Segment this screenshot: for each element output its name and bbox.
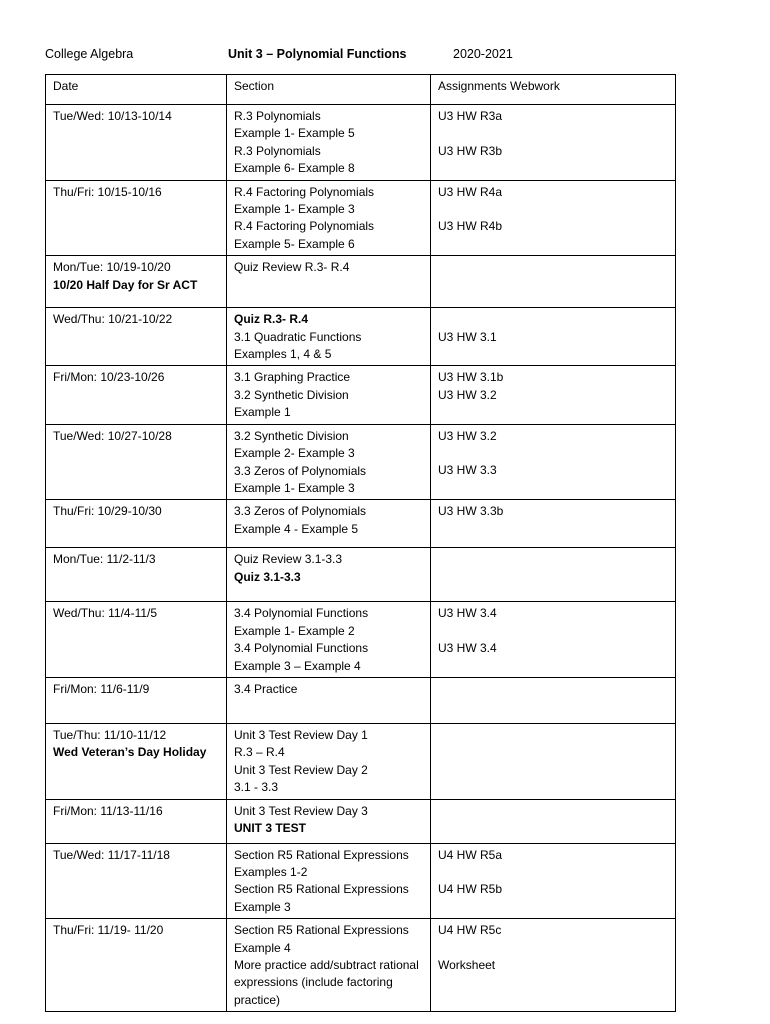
date-text: Wed/Thu: 10/21-10/22 (53, 312, 173, 327)
section-line: 3.4 Practice (234, 681, 298, 696)
assignment-line: U4 HW R5b (438, 882, 503, 897)
section-cell (227, 308, 431, 366)
assignment-line: U3 HW 3.1b (438, 370, 504, 385)
section-line: R.4 Factoring Polynomials (234, 184, 375, 199)
date-cell (46, 424, 227, 500)
quiz-line: Quiz R.3- R.4 (234, 312, 309, 327)
section-cell (227, 919, 431, 1012)
section-line: Example 1- Example 2 (234, 623, 355, 638)
date-text: Thu/Fri: 10/29-10/30 (53, 504, 162, 519)
section-line: Unit 3 Test Review Day 2 (234, 762, 368, 777)
table-row (46, 602, 676, 678)
section-line: Example 4 (234, 940, 291, 955)
assignment-line: U3 HW R3a (438, 109, 503, 123)
section-line: Example 3 – Example 4 (234, 658, 361, 673)
section-line: Unit 3 Test Review Day 1 (234, 727, 368, 742)
date-text: Tue/Thu: 11/10-11/12 (53, 727, 167, 742)
date-cell (46, 723, 227, 799)
assignment-cell (431, 602, 676, 678)
date-cell (46, 105, 227, 181)
date-cell (46, 602, 227, 678)
section-line: R.3 Polynomials (234, 143, 321, 158)
date-text: Thu/Fri: 11/19- 11/20 (53, 923, 164, 938)
section-line: Example 1- Example 3 (234, 202, 355, 217)
assignment-line: U3 HW R3b (438, 143, 503, 158)
date-cell (46, 919, 227, 1012)
date-text: Fri/Mon: 11/6-11/9 (53, 681, 150, 696)
section-line: 3.1 Quadratic Functions (234, 329, 362, 344)
table-row (46, 799, 676, 843)
assignment-line: U3 HW 3.3 (438, 463, 497, 478)
date-text: Fri/Mon: 11/13-11/16 (53, 803, 163, 818)
assignment-cell (431, 919, 676, 1012)
assignment-line: U3 HW R4b (438, 219, 503, 234)
section-line: 3.1 - 3.3 (234, 780, 279, 795)
table-row (46, 180, 676, 256)
date-cell (46, 799, 227, 843)
document-header (45, 47, 685, 65)
assignment-cell (431, 308, 676, 366)
table-row (46, 723, 676, 799)
date-cell (46, 500, 227, 548)
assignment-cell (431, 677, 676, 723)
assignment-cell (431, 256, 676, 308)
section-line: 3.4 Polynomial Functions (234, 606, 369, 621)
section-line: R.3 – R.4 (234, 745, 285, 760)
section-cell (227, 500, 431, 548)
date-cell (46, 256, 227, 308)
section-line: Example 4 - Example 5 (234, 521, 359, 536)
section-line: Examples 1, 4 & 5 (234, 347, 332, 362)
date-text: Wed/Thu: 11/4-11/5 (53, 606, 158, 621)
section-line: R.3 Polynomials (234, 109, 321, 123)
assignment-line: U3 HW 3.2 (438, 428, 497, 443)
section-line: Quiz Review R.3- R.4 (234, 260, 350, 275)
table-row (46, 919, 676, 1012)
table-row (46, 256, 676, 308)
section-cell (227, 799, 431, 843)
date-cell (46, 548, 227, 602)
course-title: College Algebra (45, 47, 134, 61)
section-cell (227, 256, 431, 308)
date-cell (46, 843, 227, 919)
table-header-row (46, 75, 676, 105)
assignment-line: Worksheet (438, 957, 496, 972)
date-cell (46, 180, 227, 256)
date-cell (46, 308, 227, 366)
date-text: Tue/Wed: 11/17-11/18 (53, 847, 170, 862)
section-line: Example 3 (234, 899, 291, 914)
section-line: More practice add/subtract rational expressions (include factoring practice) (234, 958, 419, 1007)
assignment-line: U3 HW 3.2 (438, 387, 497, 402)
assignment-line: U3 HW 3.3b (438, 504, 504, 519)
assignment-line: U4 HW R5a (438, 847, 503, 862)
section-cell (227, 843, 431, 919)
section-line: 3.3 Zeros of Polynomials (234, 504, 367, 519)
section-line: Example 1- Example 3 (234, 480, 355, 495)
assignment-cell (431, 180, 676, 256)
test-line: UNIT 3 TEST (234, 820, 307, 835)
section-cell (227, 723, 431, 799)
assignment-line: U3 HW R4a (438, 184, 503, 199)
assignment-line: U3 HW 3.4 (438, 606, 497, 621)
section-line: 3.2 Synthetic Division (234, 428, 349, 443)
section-cell (227, 366, 431, 424)
section-line: Example 2- Example 3 (234, 446, 355, 461)
header-assignments: Assignments Webwork (431, 75, 676, 105)
table-row (46, 677, 676, 723)
section-cell (227, 602, 431, 678)
section-cell (227, 105, 431, 181)
table-row (46, 308, 676, 366)
date-cell (46, 366, 227, 424)
section-line: Section R5 Rational Expressions (234, 847, 409, 862)
section-line: Section R5 Rational Expressions (234, 882, 409, 897)
table-row (46, 500, 676, 548)
date-text: Mon/Tue: 11/2-11/3 (53, 552, 156, 567)
section-line: Quiz Review 3.1-3.3 (234, 552, 343, 567)
section-line: 3.4 Polynomial Functions (234, 641, 369, 656)
header-date: Date (46, 75, 227, 105)
section-line: 3.2 Synthetic Division (234, 387, 349, 402)
section-cell (227, 424, 431, 500)
date-text: Fri/Mon: 10/23-10/26 (53, 370, 165, 385)
header-section: Section (227, 75, 431, 105)
schedule-table (45, 74, 676, 1012)
section-line: 3.3 Zeros of Polynomials (234, 463, 367, 478)
assignment-cell (431, 799, 676, 843)
table-row (46, 843, 676, 919)
date-note: Wed Veteran’s Day Holiday (53, 745, 207, 760)
date-text: Mon/Tue: 10/19-10/20 (53, 260, 171, 275)
section-cell (227, 180, 431, 256)
section-line: R.4 Factoring Polynomials (234, 219, 375, 234)
section-line: Examples 1-2 (234, 864, 308, 879)
date-note: 10/20 Half Day for Sr ACT (53, 277, 198, 292)
assignment-cell (431, 500, 676, 548)
assignment-cell (431, 424, 676, 500)
section-line: Example 6- Example 8 (234, 161, 355, 176)
section-line: Unit 3 Test Review Day 3 (234, 803, 368, 818)
section-line: Example 1- Example 5 (234, 126, 355, 141)
section-cell (227, 677, 431, 723)
assignment-cell (431, 548, 676, 602)
quiz-line: Quiz 3.1-3.3 (234, 569, 301, 584)
assignment-line: U3 HW 3.4 (438, 641, 497, 656)
date-text: Tue/Wed: 10/13-10/14 (53, 109, 172, 123)
assignment-cell (431, 105, 676, 181)
unit-title: Unit 3 – Polynomial Functions (228, 47, 407, 61)
date-cell (46, 677, 227, 723)
section-line: Example 5- Example 6 (234, 236, 355, 251)
section-line: 3.1 Graphing Practice (234, 370, 351, 385)
assignment-cell (431, 366, 676, 424)
section-line: Section R5 Rational Expressions (234, 923, 409, 938)
assignment-line: U3 HW 3.1 (438, 329, 497, 344)
table-row (46, 105, 676, 181)
table-row (46, 424, 676, 500)
assignment-cell (431, 843, 676, 919)
assignment-line: U4 HW R5c (438, 923, 502, 938)
assignment-cell (431, 723, 676, 799)
date-text: Tue/Wed: 10/27-10/28 (53, 428, 172, 443)
school-year: 2020-2021 (453, 47, 513, 61)
table-row (46, 548, 676, 602)
section-cell (227, 548, 431, 602)
section-line: Example 1 (234, 405, 291, 420)
table-row (46, 366, 676, 424)
date-text: Thu/Fri: 10/15-10/16 (53, 184, 162, 199)
